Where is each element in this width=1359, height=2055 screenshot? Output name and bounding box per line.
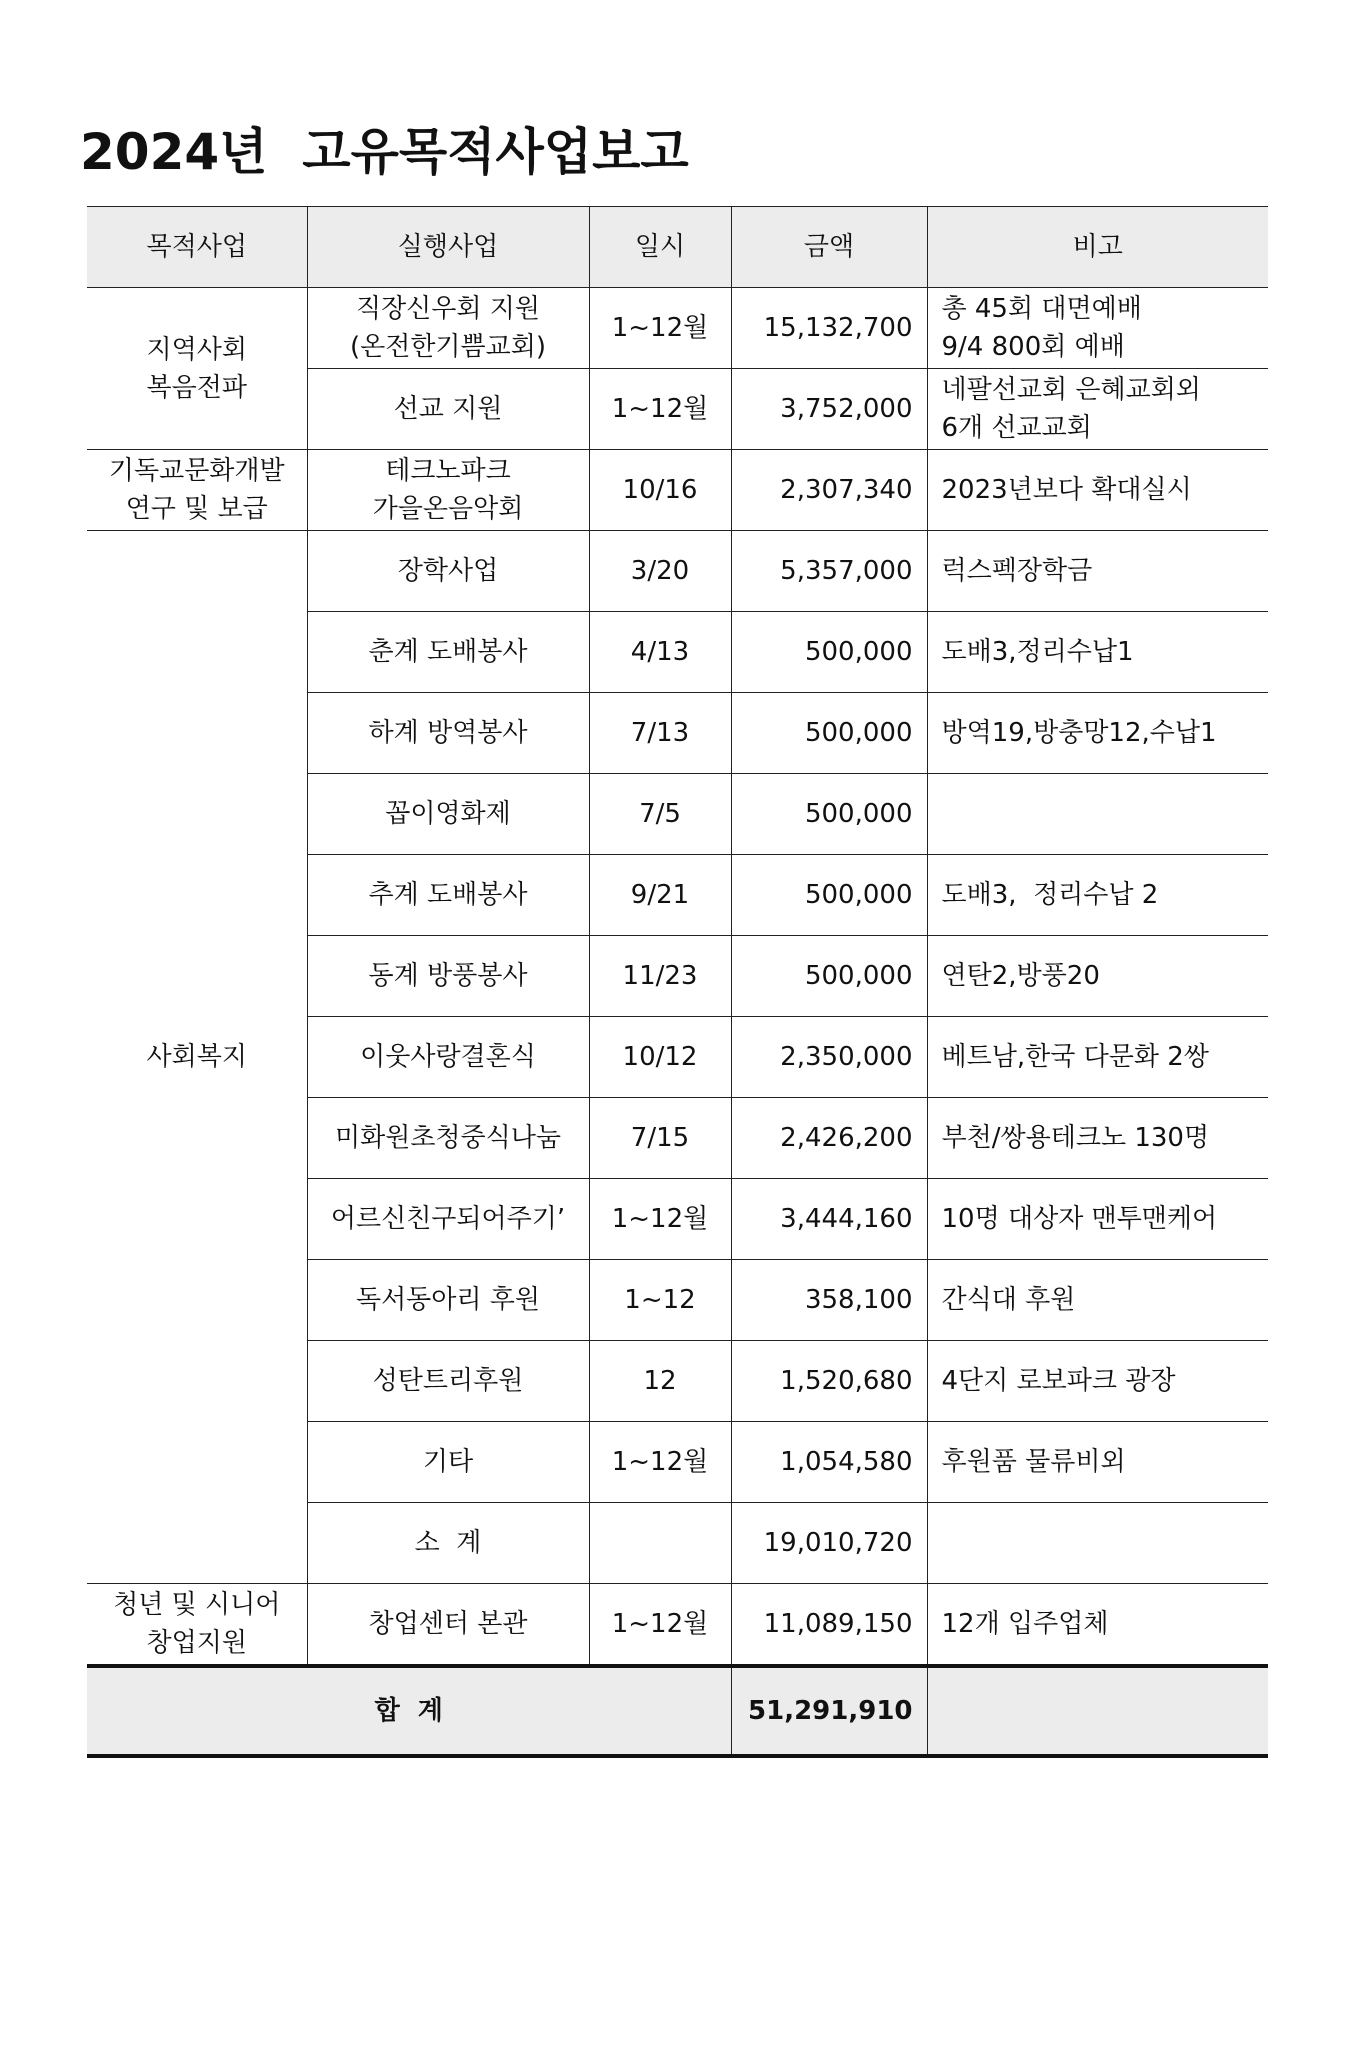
- date-cell: 1~12월: [589, 288, 731, 369]
- amount-cell: 500,000: [731, 612, 927, 693]
- note-cell: [927, 774, 1268, 855]
- date-cell: 11/23: [589, 936, 731, 1017]
- header-purpose: 목적사업: [87, 207, 307, 288]
- total-note: [927, 1666, 1268, 1756]
- header-date: 일시: [589, 207, 731, 288]
- table-row: [87, 450, 1268, 531]
- project-cell: 성탄트리후원: [307, 1341, 589, 1422]
- date-cell: 1~12월: [589, 369, 731, 450]
- header-project: 실행사업: [307, 207, 589, 288]
- amount-cell: 3,752,000: [731, 369, 927, 450]
- date-cell: 3/20: [589, 531, 731, 612]
- table-row: [87, 1584, 1268, 1667]
- subtotal-label: 소 계: [307, 1503, 589, 1584]
- note-cell: 도배3, 정리수납 2: [927, 855, 1268, 936]
- date-cell: 1~12월: [589, 1179, 731, 1260]
- page-title: 2024년 고유목적사업보고: [80, 123, 689, 181]
- table-row: [87, 531, 1268, 612]
- date-cell: 7/15: [589, 1098, 731, 1179]
- date-cell: 10/16: [589, 450, 731, 531]
- project-cell: 하계 방역봉사: [307, 693, 589, 774]
- note-cell: 방역19,방충망12,수납1: [927, 693, 1268, 774]
- total-label: 합 계: [87, 1666, 731, 1756]
- header-note: 비고: [927, 207, 1268, 288]
- date-cell: 1~12월: [589, 1584, 731, 1667]
- amount-cell: 2,350,000: [731, 1017, 927, 1098]
- project-cell: 추계 도배봉사: [307, 855, 589, 936]
- table-header-row: [87, 207, 1268, 288]
- date-cell: 12: [589, 1341, 731, 1422]
- date-cell: 4/13: [589, 612, 731, 693]
- amount-cell: 15,132,700: [731, 288, 927, 369]
- table-row: [87, 288, 1268, 369]
- date-cell: 7/13: [589, 693, 731, 774]
- date-cell: 10/12: [589, 1017, 731, 1098]
- header-amount: 금액: [731, 207, 927, 288]
- date-cell: 7/5: [589, 774, 731, 855]
- group-cell-culture: 기독교문화개발 연구 및 보급: [87, 450, 307, 531]
- note-cell: 총 45회 대면예배 9/4 800회 예배: [927, 288, 1268, 369]
- amount-cell: 2,307,340: [731, 450, 927, 531]
- project-cell: 직장신우회 지원 (온전한기쁨교회): [307, 288, 589, 369]
- business-report-table: [87, 206, 1268, 1758]
- amount-cell: 358,100: [731, 1260, 927, 1341]
- group-cell-evangelism: 지역사회 복음전파: [87, 288, 307, 450]
- amount-cell: 1,520,680: [731, 1341, 927, 1422]
- note-cell: 12개 입주업체: [927, 1584, 1268, 1667]
- project-cell: 꼽이영화제: [307, 774, 589, 855]
- project-cell: 동계 방풍봉사: [307, 936, 589, 1017]
- group-cell-welfare: 사회복지: [87, 531, 307, 1584]
- amount-cell: 500,000: [731, 855, 927, 936]
- note-cell: 베트남,한국 다문화 2쌍: [927, 1017, 1268, 1098]
- note-cell: 10명 대상자 맨투맨케어: [927, 1179, 1268, 1260]
- project-cell: 장학사업: [307, 531, 589, 612]
- project-cell: 어르신친구되어주기’: [307, 1179, 589, 1260]
- date-cell: 1~12월: [589, 1422, 731, 1503]
- amount-cell: 2,426,200: [731, 1098, 927, 1179]
- date-cell: 9/21: [589, 855, 731, 936]
- note-cell: 연탄2,방풍20: [927, 936, 1268, 1017]
- note-cell: [927, 1503, 1268, 1584]
- amount-cell: 500,000: [731, 936, 927, 1017]
- project-cell: 이웃사랑결혼식: [307, 1017, 589, 1098]
- project-cell: 미화원초청중식나눔: [307, 1098, 589, 1179]
- project-cell: 창업센터 본관: [307, 1584, 589, 1667]
- amount-cell: 11,089,150: [731, 1584, 927, 1667]
- total-amount: 51,291,910: [731, 1666, 927, 1756]
- project-cell: 독서동아리 후원: [307, 1260, 589, 1341]
- note-cell: 간식대 후원: [927, 1260, 1268, 1341]
- subtotal-amount: 19,010,720: [731, 1503, 927, 1584]
- amount-cell: 5,357,000: [731, 531, 927, 612]
- project-cell: 춘계 도배봉사: [307, 612, 589, 693]
- note-cell: 네팔선교회 은혜교회외 6개 선교교회: [927, 369, 1268, 450]
- project-cell: 선교 지원: [307, 369, 589, 450]
- note-cell: 럭스펙장학금: [927, 531, 1268, 612]
- total-row: [87, 1666, 1268, 1756]
- project-cell: 기타: [307, 1422, 589, 1503]
- amount-cell: 500,000: [731, 774, 927, 855]
- note-cell: 부천/쌍용테크노 130명: [927, 1098, 1268, 1179]
- note-cell: 도배3,정리수납1: [927, 612, 1268, 693]
- note-cell: 4단지 로보파크 광장: [927, 1341, 1268, 1422]
- note-cell: 후원품 물류비외: [927, 1422, 1268, 1503]
- date-cell: [589, 1503, 731, 1584]
- amount-cell: 3,444,160: [731, 1179, 927, 1260]
- amount-cell: 500,000: [731, 693, 927, 774]
- note-cell: 2023년보다 확대실시: [927, 450, 1268, 531]
- amount-cell: 1,054,580: [731, 1422, 927, 1503]
- group-cell-startup: 청년 및 시니어 창업지원: [87, 1584, 307, 1667]
- project-cell: 테크노파크 가을온음악회: [307, 450, 589, 531]
- date-cell: 1~12: [589, 1260, 731, 1341]
